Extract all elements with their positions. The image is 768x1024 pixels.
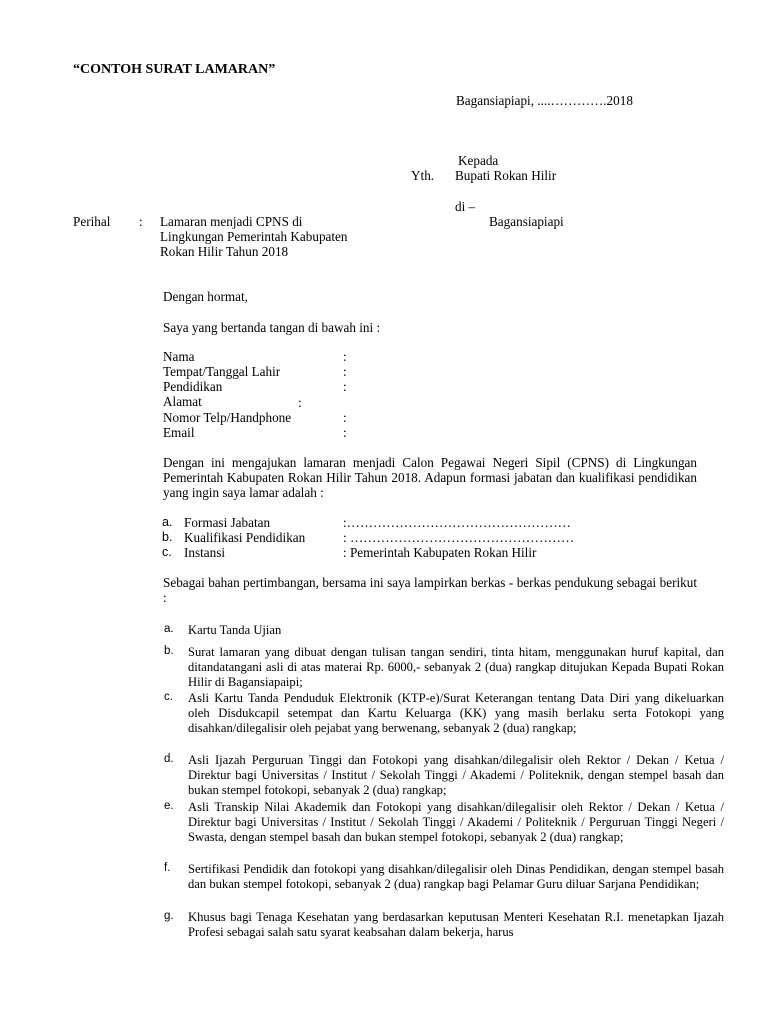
field-colon: : [298,395,302,410]
recipient-di: di – [455,199,476,214]
attachment-text: Kartu Tanda Ujian [188,623,282,637]
attachment-mark: d. [164,753,174,765]
formasi-value-jabatan: :…………………………………………… [343,515,571,530]
perihal-label: Perihal [73,214,111,229]
attachment-text: Khusus bagi Tenaga Kesehatan yang berdasarkan keputusan Menteri Kesehatan R.I. menetapkan Ijazah Profesi sebagai salah satu syarat keabsahan dalam bekerja, harus [188,910,724,939]
paragraph-attachments-intro: Sebagai bahan pertimbangan, bersama ini saya lampirkan berkas - berkas pendukung sebagai berikut : [163,575,697,605]
intro: Saya yang bertanda tangan di bawah ini : [163,320,381,335]
attachment-text: Asli Kartu Tanda Penduduk Elektronik (KTP-e)/Surat Keterangan tentang Data Diri yang dikeluarkan oleh Disdukcapil setempat dan Kartu Keluarga (KK) yang masih berlaku serta Fotokopi yang disahkan/dilegalisir oleh pejabat yang berwenang, sebanyak 2 (dua) rangkap; [188,691,724,735]
formasi-mark-a: a. [162,515,173,529]
formasi-label-jabatan: Formasi Jabatan [184,515,271,530]
formasi-mark-c: c. [162,545,172,559]
attachment-text: Sertifikasi Pendidik dan fotokopi yang disahkan/dilegalisir oleh Dinas Pendidikan, dengan stempel basah dan bukan stempel fotokopi, sebanyak 2 (dua) rangkap bagi Pelamar Guru diluar Sarjana Pendidikan; [188,862,724,891]
field-colon: : [343,410,347,425]
perihal-line-1: Lamaran menjadi CPNS di [160,214,303,229]
attachment-mark: b. [164,645,174,657]
recipient-city: Bagansiapiapi [489,214,564,229]
attachment-mark: f. [164,862,171,874]
field-label-telp: Nomor Telp/Handphone [163,410,292,425]
formasi-value-instansi: : Pemerintah Kabupaten Rokan Hilir [343,545,537,560]
formasi-label-kualifikasi: Kualifikasi Pendidikan [184,530,306,545]
field-label-alamat: Alamat [163,394,202,409]
paragraph-application: Dengan ini mengajukan lamaran menjadi Calon Pegawai Negeri Sipil (CPNS) di Lingkungan Pemerintah Kabupaten Rokan Hilir Tahun 2018. Adapun formasi jabatan dan kualifikasi pendidikan yang ingin saya lamar adalah : [163,455,697,500]
field-label-nama: Nama [163,349,195,364]
recipient-yth: Yth. [411,168,435,183]
attachment-mark: a. [164,623,174,635]
attachment-text: Asli Ijazah Perguruan Tinggi dan Fotokopi yang disahkan/dilegalisir oleh Rektor / Dekan / Ketua / Direktur bagi Universitas / Institut / Sekolah Tinggi / Akademi / Politeknik, dengan stempel basah dan bukan stempel fotokopi, sebanyak 2 (dua) rangkap; [188,753,724,797]
field-colon: : [343,425,347,440]
formasi-value-kualifikasi: : …………………………………………… [343,530,575,545]
perihal-line-2: Lingkungan Pemerintah Kabupaten [160,229,348,244]
field-label-pendidikan: Pendidikan [163,379,223,394]
perihal-colon: : [139,214,143,229]
attachment-mark: e. [164,800,174,812]
field-label-email: Email [163,425,195,440]
greeting: Dengan hormat, [163,289,248,304]
field-colon: : [343,379,347,394]
field-label-ttl: Tempat/Tanggal Lahir [163,364,281,379]
recipient-name: Bupati Rokan Hilir [455,168,557,183]
formasi-mark-b: b. [162,530,173,544]
field-colon: : [343,349,347,364]
field-colon: : [343,364,347,379]
place-date: Bagansiapiapi, ....………….2018 [456,93,633,108]
recipient-kepada: Kepada [458,153,499,168]
perihal-line-3: Rokan Hilir Tahun 2018 [160,244,289,259]
attachment-mark: g. [164,910,174,922]
letter-title: “CONTOH SURAT LAMARAN” [73,62,276,77]
attachment-text: Asli Transkip Nilai Akademik dan Fotokopi yang disahkan/dilegalisir oleh Rektor / Dekan / Ketua / Direktur bagi Universitas / Institut / Sekolah Tinggi / Akademi / Politeknik / Perguruan Tinggi Negeri / Swasta, dengan stempel basah dan bukan stempel fotokopi, sebanyak 2 (dua) rangkap; [188,800,724,844]
attachment-mark: c. [164,691,173,703]
formasi-label-instansi: Instansi [184,545,226,560]
attachment-text: Surat lamaran yang dibuat dengan tulisan tangan sendiri, tinta hitam, menggunakan huruf kapital, dan ditandatangani asli di atas materai Rp. 6000,- sebanyak 2 (dua) rangkap ditujukan Kepada Bupati Rokan Hilir di Bagansiapaipi; [188,645,724,689]
